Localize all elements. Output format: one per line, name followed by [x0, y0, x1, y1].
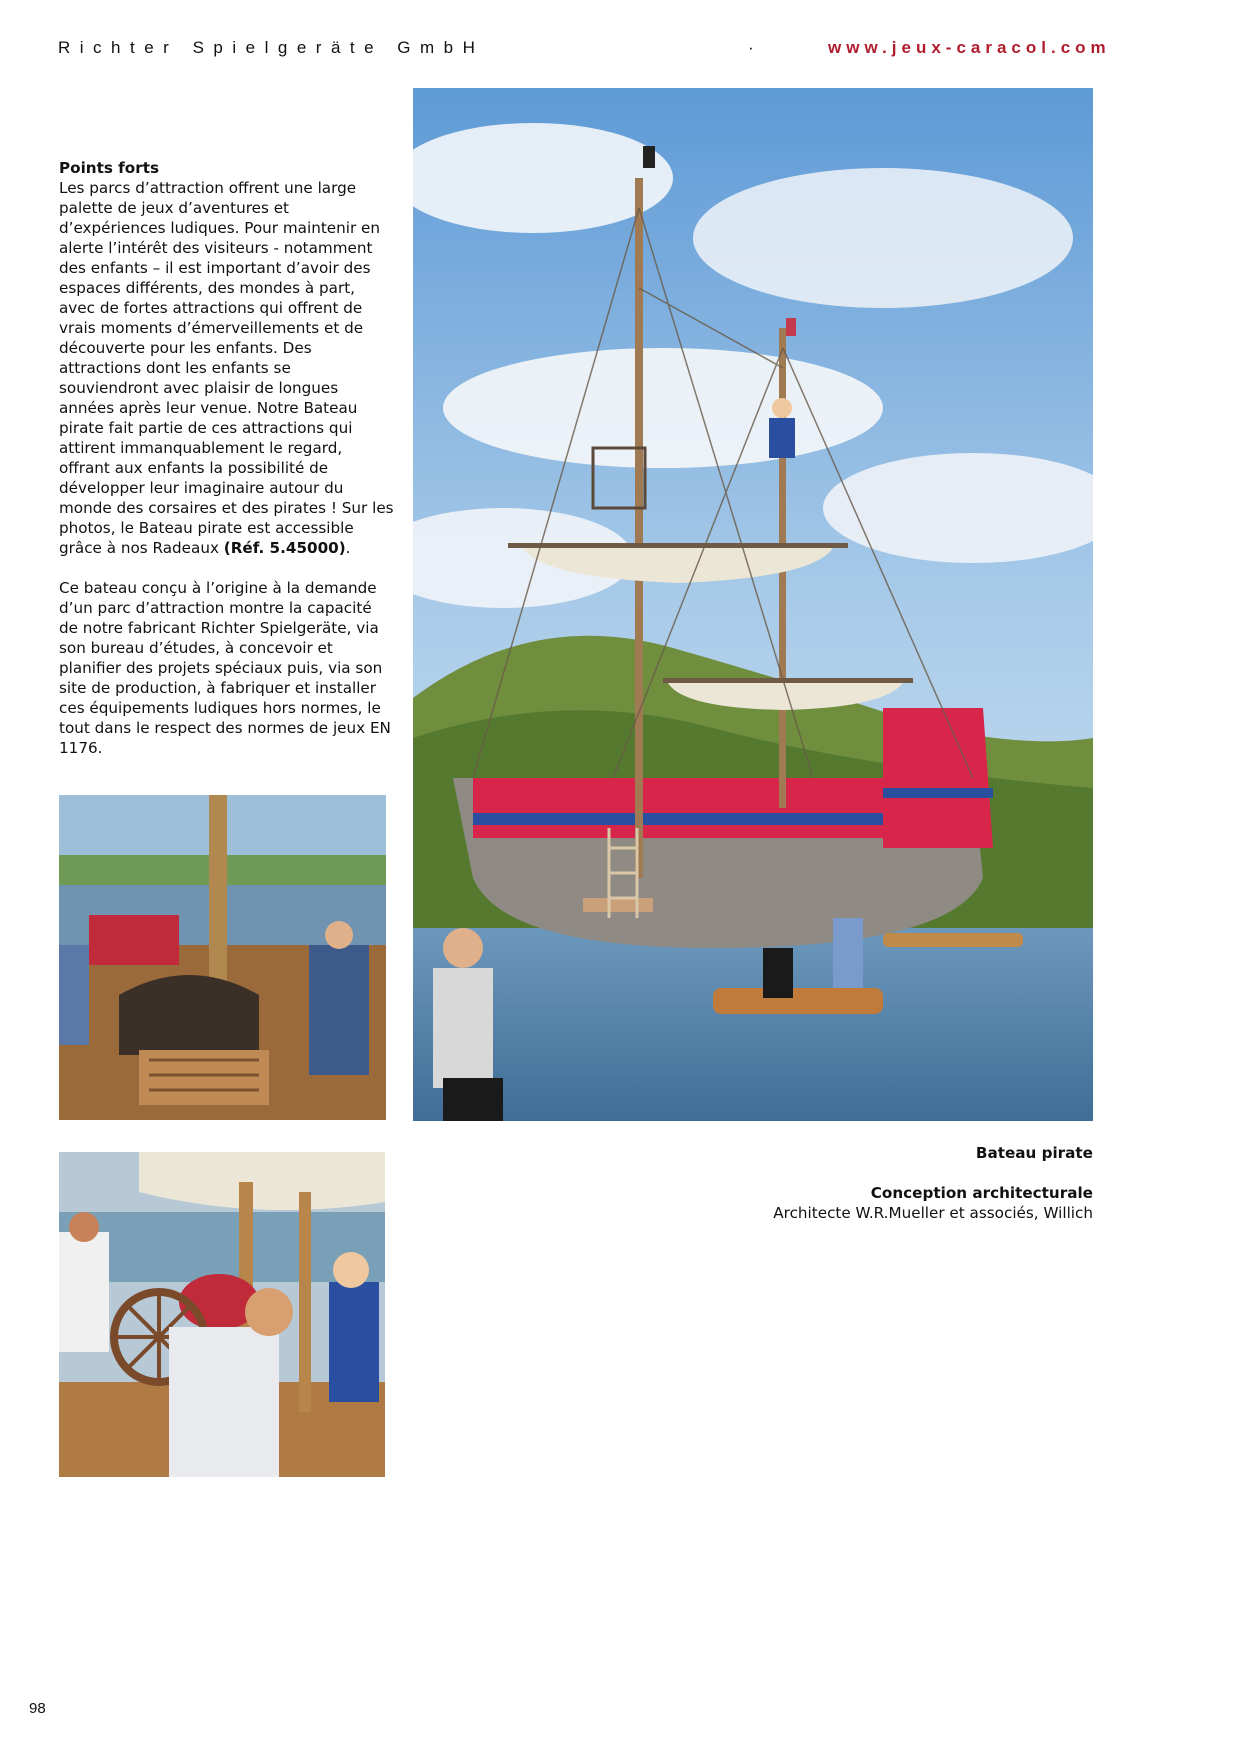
architect-credit: Architecte W.R.Mueller et associés, Willich	[773, 1204, 1093, 1222]
product-reference: (Réf. 5.45000)	[223, 539, 346, 557]
header-company-name: Richter Spielgeräte GmbH	[58, 38, 485, 57]
page-header	[58, 38, 1111, 62]
page-number: 98	[29, 1700, 46, 1717]
intro-paragraph-text: Les parcs d’attraction offrent une large palette de jeux d’aventures et d’expériences ludiques. Pour maintenir en alerte l’intérêt des visiteurs - notamment des enfants – il est important d’avoir des espaces différents, des mondes à part, avec de fortes attractions qui offrent de vrais moments d’émerveillements et de découverte pour les enfants. Des attractions dont les enfants se souviendront avec plaisir de longues années après leur venue. Notre Bateau pirate fait partie de ces attractions qui attirent immanquablement le regard, offrant aux enfants la possibilité de développer leur imaginaire autour du monde des corsaires et des pirates ! Sur les photos, le Bateau pirate est accessible grâce à nos Radeaux	[59, 179, 394, 557]
body-text-column	[59, 158, 394, 778]
ship-wheel-photo	[59, 1152, 385, 1477]
ship-wheel-illustration	[59, 1152, 385, 1477]
design-label: Conception architecturale	[870, 1184, 1093, 1202]
ship-deck-illustration	[59, 795, 386, 1120]
capability-paragraph: Ce bateau conçu à l’origine à la demande d’un parc d’attraction montre la capacité de notre fabricant Richter Spielgeräte, via son bureau d’études, à concevoir et planifier des projets spéciaux puis, via son site de production, à fabriquer et installer ces équipements ludiques hors normes, le tout dans le respect des normes de jeux EN 1176.	[59, 579, 391, 757]
intro-paragraph	[59, 178, 394, 558]
intro-paragraph-end: .	[345, 539, 351, 557]
section-heading: Points forts	[59, 159, 160, 177]
header-website-link[interactable]: www.jeux-caracol.com	[828, 38, 1111, 57]
header-separator: ·	[748, 38, 764, 57]
product-name-caption: Bateau pirate	[975, 1144, 1093, 1162]
pirate-ship-main-photo	[413, 88, 1093, 1121]
ship-deck-photo	[59, 795, 386, 1120]
photo-captions	[593, 1143, 1093, 1223]
pirate-ship-illustration	[413, 88, 1093, 1121]
